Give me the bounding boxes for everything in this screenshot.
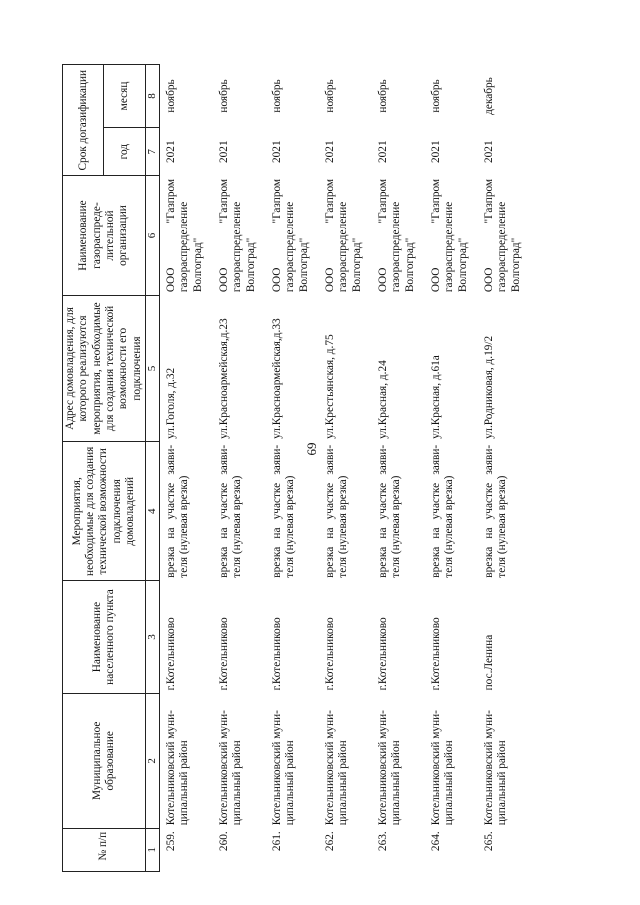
- header-month: месяц: [104, 65, 145, 128]
- cell-year: 2021: [270, 140, 283, 163]
- cell-year: 2021: [482, 140, 495, 163]
- table-row: [423, 65, 476, 872]
- cell-municipality: Котельниковский муни-ципальный район: [164, 710, 191, 826]
- cell-num: 262.: [323, 831, 336, 852]
- cell-municipality: Котельниковский муни-ципальный район: [270, 710, 297, 826]
- cell-organization: ООО "Газпром газораспределение Волгоград": [376, 178, 416, 293]
- cell-month: ноябрь: [429, 79, 442, 113]
- column-number: 7: [145, 127, 159, 175]
- column-number: 1: [145, 828, 159, 871]
- cell-settlement: г.Котельниково: [323, 617, 336, 691]
- cell-measures: врезка на участке заяви-теля (нулевая врезка): [164, 444, 191, 578]
- column-number: 2: [145, 693, 159, 828]
- header-year: год: [104, 127, 145, 175]
- column-number: 4: [145, 442, 159, 581]
- column-number: 5: [145, 295, 159, 442]
- cell-municipality: Котельниковский муни-ципальный район: [482, 710, 509, 826]
- column-number: 3: [145, 581, 159, 694]
- cell-organization: ООО "Газпром газораспределение Волгоград": [429, 178, 469, 293]
- cell-year: 2021: [429, 140, 442, 163]
- cell-year: 2021: [376, 140, 389, 163]
- cell-month: ноябрь: [376, 79, 389, 113]
- cell-organization: ООО "Газпром газораспределение Волгоград": [217, 178, 257, 293]
- page-number: 69: [304, 442, 319, 456]
- cell-municipality: Котельниковский муни-ципальный район: [429, 710, 456, 826]
- cell-municipality: Котельниковский муни-ципальный район: [217, 710, 244, 826]
- column-number: 8: [145, 65, 159, 128]
- cell-month: декабрь: [482, 77, 495, 115]
- header-settlement: Наименование населенного пункта: [63, 581, 146, 694]
- cell-measures: врезка на участке заяви-теля (нулевая врезка): [270, 444, 297, 578]
- cell-month: ноябрь: [164, 79, 177, 113]
- cell-month: ноябрь: [323, 79, 336, 113]
- table-row: [370, 65, 423, 872]
- header-municipality: Муниципальное образование: [63, 693, 146, 828]
- cell-settlement: г.Котельниково: [429, 617, 442, 691]
- cell-organization: ООО "Газпром газораспределение Волгоград": [482, 178, 522, 293]
- cell-settlement: пос.Ленина: [482, 634, 495, 691]
- header-num: № п/п: [63, 828, 146, 871]
- header-term: Срок догазификации: [63, 65, 104, 176]
- header-measures: Мероприятия, необходимые для создания технической возможности подключения домовладений: [63, 442, 146, 581]
- cell-organization: ООО "Газпром газораспределение Волгоград": [164, 178, 204, 293]
- column-number-row: [145, 65, 159, 872]
- cell-settlement: г.Котельниково: [376, 617, 389, 691]
- cell-address: ул.Красная, д.24: [376, 360, 389, 439]
- table-row: [317, 65, 370, 872]
- cell-num: 263.: [376, 831, 389, 852]
- cell-municipality: Котельниковский муни-ципальный район: [323, 710, 350, 826]
- table-row: [264, 65, 317, 872]
- cell-measures: врезка на участке заяви-теля (нулевая врезка): [376, 444, 403, 578]
- cell-address: ул.Крестьянская, д.75: [323, 334, 336, 439]
- table-row: [159, 65, 210, 872]
- header-row: [63, 65, 104, 872]
- cell-num: 265.: [482, 831, 495, 852]
- cell-measures: врезка на участке заяви-теля (нулевая врезка): [217, 444, 244, 578]
- cell-address: ул.Родниковая, д.19/2: [482, 335, 495, 439]
- header-address: Адрес домовладения, для которого реализуются мероприятия, необходимые для создания технической возможности его подключения: [63, 295, 146, 442]
- cell-organization: ООО "Газпром газораспределение Волгоград": [323, 178, 363, 293]
- cell-year: 2021: [164, 140, 177, 163]
- cell-address: ул.Гоголя, д.32: [164, 367, 177, 439]
- gasification-table: [62, 64, 529, 872]
- column-number: 6: [145, 176, 159, 295]
- cell-address: ул.Красная, д.61а: [429, 355, 442, 439]
- cell-year: 2021: [217, 140, 230, 163]
- cell-settlement: г.Котельниково: [164, 617, 177, 691]
- table-row: [211, 65, 264, 872]
- cell-measures: врезка на участке заяви-теля (нулевая врезка): [429, 444, 456, 578]
- cell-month: ноябрь: [270, 79, 283, 113]
- cell-settlement: г.Котельниково: [270, 617, 283, 691]
- cell-num: 261.: [270, 831, 283, 852]
- header-organization: Наименование газораспреде-лительной организации: [63, 176, 146, 295]
- cell-address: ул.Красноармейская,д.23: [217, 318, 230, 439]
- cell-num: 260.: [217, 831, 230, 852]
- cell-organization: ООО "Газпром газораспределение Волгоград": [270, 178, 310, 293]
- cell-num: 264.: [429, 831, 442, 852]
- cell-month: ноябрь: [217, 79, 230, 113]
- cell-municipality: Котельниковский муни-ципальный район: [376, 710, 403, 826]
- cell-measures: врезка на участке заяви-теля (нулевая врезка): [482, 444, 509, 578]
- cell-year: 2021: [323, 140, 336, 163]
- cell-address: ул.Красноармейская,д.33: [270, 318, 283, 439]
- cell-measures: врезка на участке заяви-теля (нулевая врезка): [323, 444, 350, 578]
- cell-num: 259.: [164, 831, 177, 852]
- cell-settlement: г.Котельниково: [217, 617, 230, 691]
- table-row: [476, 65, 529, 872]
